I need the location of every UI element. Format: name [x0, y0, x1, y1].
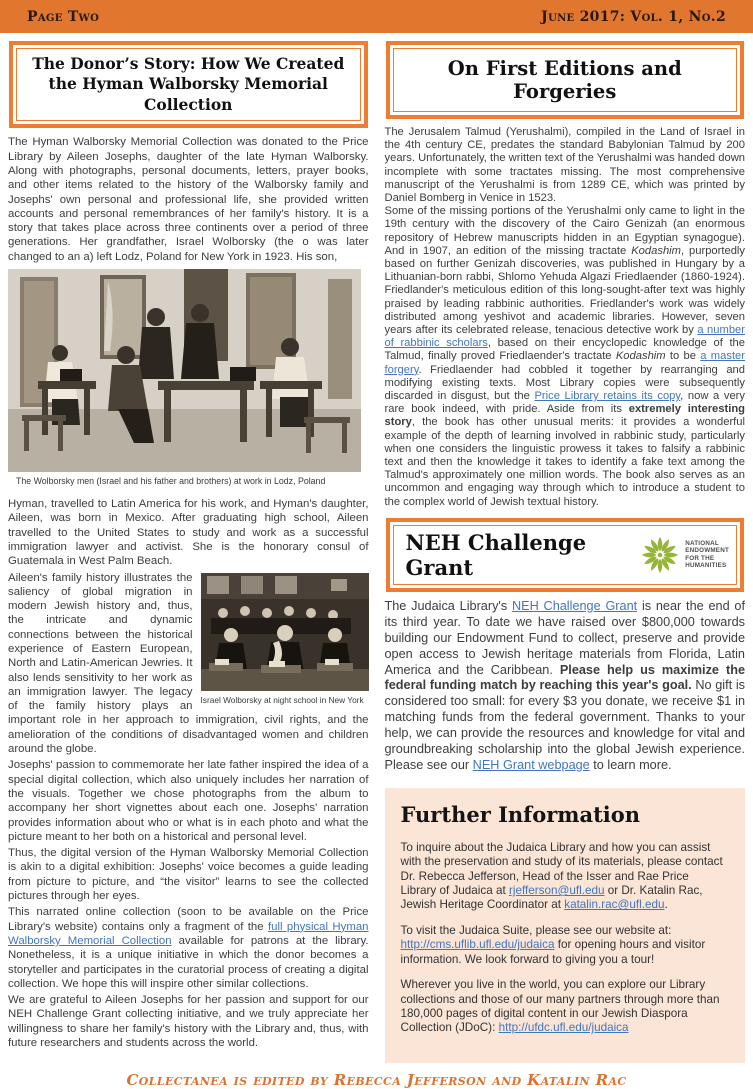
donor-story-paragraph	[8, 135, 369, 264]
italic-text: Kodashim	[631, 244, 681, 257]
page-number-label: Page Two	[27, 8, 100, 25]
text-run: Some of the missing portions of the Yerushalmi only came to light in the 19th century with the discovery of the Cairo Genizah (an enormous repository of Hebrew manuscripts hidden in an Egyptian synagogue). And in 1907, an edition of the missing tractate	[384, 205, 745, 257]
text-run: , purportedly based on further Genizah discoveries, was published in Hungary by a Lithuanian-born rabbi, Shlomo Yehuda Algazi Friedlaender (1860-1924). Friedlander's meticulous edition of this long-sought-after text was highly praised by leading rabbinic authorities. Friedlander's work was widely distributed among yeshivot and academic libraries. However, seven years after its celebrated release, tenacious detective work by	[384, 244, 746, 337]
photo-wolborsky-men-caption: The Wolborsky men (Israel and his father and brothers) at work in Lodz, Poland	[16, 476, 326, 487]
link-full-physical-collection[interactable]: full physical Hyman Walborsky Memorial Collection	[8, 920, 369, 947]
text-run: No gift is considered too small: for every $3 you donate, we receive $1 in matching funds from the federal government. Thanks to your help, we can provide the resources and knowledge for vital and groundbreaking scholarship into the global Jewish experience. Please see our	[384, 678, 745, 772]
italic-text: Kodashim	[615, 350, 666, 363]
photo-night-school-image	[201, 573, 369, 691]
further-information-title: Further Information	[400, 801, 641, 827]
photo-wolborsky-men-image	[8, 269, 361, 472]
text-run: Hyman, travelled to Latin America for his work, and Hyman's daughter, Aileen, was born in Mexico. After graduating high school, Aileen travelled to the United States to study and work as a successful immigration lawyer and activist. She is the honorary consul of Guatemala in West Palm Beach.	[8, 498, 369, 568]
neh-title: NEH Challenge Grant	[405, 529, 587, 580]
text-run: is near the end of its third year. To date we have raised over $800,000 towards building our Endowment Fund to collect, preserve and provide open access to Jewish heritage materials from Florida, Latin America and the Caribbean.	[384, 598, 745, 677]
issue-label: June 2017: Vol. 1, No.2	[541, 8, 726, 25]
neh-challenge-grant-banner	[393, 525, 738, 585]
link-price-library-copy[interactable]: Price Library retains its copy	[534, 390, 681, 403]
text-run: The Judaica Library's	[384, 598, 512, 613]
content-columns	[0, 33, 753, 1063]
neh-pinwheel-icon	[639, 534, 681, 576]
photo-night-school	[201, 573, 369, 706]
bold-text: Please help us maximize the federal funding match by reaching this year's goal.	[384, 662, 745, 693]
forgeries-paragraph	[385, 205, 746, 509]
donor-story-paragraph	[8, 497, 369, 568]
page-header	[0, 0, 753, 33]
text-run: This narrated online collection (soon to be available on the Price Library's website) contains only a fragment of the	[8, 906, 369, 933]
editors-credit-line: Collectanea is edited by Rebecca Jefferson and Katalin Rac	[126, 1070, 627, 1089]
link-neh-challenge-grant[interactable]: NEH Challenge Grant	[511, 598, 638, 613]
text-run: available for patrons at the library. Nonetheless, it is a unique initiative in which the donor becomes a storyteller and participates in the curatorial process of creating a digital collection. We hope this will inspire other similar collections.	[8, 934, 369, 990]
donor-story-paragraph	[8, 905, 369, 991]
link-email-rjefferson[interactable]: rjefferson@ufl.edu	[509, 884, 605, 898]
link-jdoc[interactable]: http://ufdc.ufl.edu/judaica	[498, 1021, 629, 1035]
neh-logo-text: NATIONAL ENDOWMENT FOR THE HUMANITIES	[685, 539, 729, 570]
neh-paragraph	[385, 599, 746, 774]
text-run: To visit the Judaica Suite, please see our website at:	[400, 923, 672, 937]
further-info-paragraph	[401, 841, 728, 913]
text-run: . Friedlaender had cobbled it together by rearranging and modifying existing texts. Most Library copies were subsequently discarded in disgust, but the	[384, 363, 745, 403]
link-email-katalin-rac[interactable]: katalin.rac@ufl.edu	[564, 898, 665, 912]
text-run: To inquire about the Judaica Library and how you can assist with the preservation and study of its materials, please contact Dr. Rebecca Jefferson, Head of the Isser and Rae Price Library of Judaica at	[400, 840, 723, 898]
text-run: to learn more.	[589, 757, 672, 772]
text-run: Aileen's family history illustrates the saliency of global migration in modern Jewish history and, thus, the intricate and dynamic connections between the historical experience of Eastern European, North and Latin-American Jewries. It also lends sensitivity to her work as an immigration lawyer. The legacy of the family history plays an important role in her approach to immigration, civil rights, and the amelioration of the conditions of disadvantaged women and children around the globe.	[8, 571, 369, 756]
right-column	[385, 39, 746, 1063]
text-run: or Dr. Katalin Rac, Jewish Heritage Coordinator at	[400, 884, 703, 912]
text-run: Josephs' passion to commemorate her late father inspired the idea of a special digital collection, which also uniquely includes her narration of the visuals. Together we chose photographs from the album to accompany her short vignettes about each one. Josephs' narration provides information about who or what is in each photo and what the picture meant to her both on a historical and personal level.	[8, 759, 369, 843]
text-run: The Hyman Walborsky Memorial Collection was donated to the Price Library by Aileen Josephs, daughter of the late Hyman Walborsky. Along with photographs, personal documents, letters, prayer books, and other items related to the history of the Walborsky family and Josephs' own personal and professional life, she provided written accounts and personal remembrances of her family's history. It is a story that takes place across three continents over a period of three generations. Her grandfather, Israel Wolborsky (the o was later changed to an a) left Lodz, Poland for New York in 1923. His son,	[8, 136, 369, 263]
link-judaica-website[interactable]: http://cms.uflib.ufl.edu/judaica	[400, 938, 555, 952]
donor-story-paragraph	[8, 993, 369, 1050]
donor-story-title: The Donor’s Story: How We Created the Hyman Walborsky Memorial Collection	[16, 48, 361, 121]
forgeries-paragraph	[385, 126, 746, 205]
text-run: , based on their encyclopedic knowledge of the Talmud, finally proved Friedlaender's tractate	[384, 337, 745, 363]
photo-wolborsky-men	[8, 269, 369, 487]
text-run: The Jerusalem Talmud (Yerushalmi), compiled in the Land of Israel in the 4th century CE, predates the standard Babylonian Talmud by 200 years. Unfortunately, the written text of the Yerushalmi was handed down incomplete with some tractates missing. The most comprehensive manuscript of the Yerushalmi is from 1289 CE, which was printed by Daniel Bomberg in Venice in 1523.	[384, 126, 745, 205]
further-information-panel	[385, 788, 746, 1063]
link-rabbinic-scholars[interactable]: a number of rabbinic scholars	[384, 324, 745, 350]
bold-text: extremely interesting story	[384, 403, 745, 429]
text-run: to be	[665, 350, 701, 363]
text-run: Wherever you live in the world, you can explore our Library collections and those of our many partners through more than 180,000 pages of digital content in our Jewish Diaspora Collection (JDoC):	[400, 978, 720, 1035]
link-neh-grant-webpage[interactable]: NEH Grant webpage	[472, 757, 590, 772]
link-master-forgery[interactable]: a master forgery	[384, 350, 745, 376]
text-run: for opening hours and visitor information. We look forward to giving you a tour!	[400, 938, 706, 966]
text-run: We are grateful to Aileen Josephs for her passion and support for our NEH Challenge Grant collecting initiative, and we truly appreciate her willingness to share her family's history with the Library and, thus, with future researchers and students across the world.	[8, 994, 369, 1050]
text-run: Thus, the digital version of the Hyman Walborsky Memorial Collection is akin to a digital exhibition: Josephs' voice becomes a guide leading from picture to picture, and “the visitor” learns to see the collected pictures through her eyes.	[8, 847, 369, 903]
text-run: .	[664, 898, 668, 912]
donor-story-paragraph	[8, 758, 369, 844]
further-info-paragraph	[401, 978, 728, 1036]
text-run: , the book has other unusual merits: it provides a wonderful example of the depth of learning involved in rabbinic study, particularly when one considers the linguistic prowess it takes to falsify a rabbinic text and then the knowledge it takes to identify a fake text among the Talmud's approximately one million words. The book also serves as an uncommon and engaging way through which to introduce a student to the complex world of Jewish textual history.	[384, 416, 745, 508]
further-info-paragraph	[401, 924, 728, 967]
donor-story-paragraph	[8, 846, 369, 903]
neh-logo	[639, 534, 731, 576]
photo-night-school-caption: Israel Wolborsky at night school in New York	[200, 694, 364, 705]
forgeries-title: On First Editions and Forgeries	[393, 48, 738, 112]
text-run: , now a very rare book indeed, with pride. Aside from its	[384, 390, 746, 416]
left-column	[8, 39, 369, 1063]
